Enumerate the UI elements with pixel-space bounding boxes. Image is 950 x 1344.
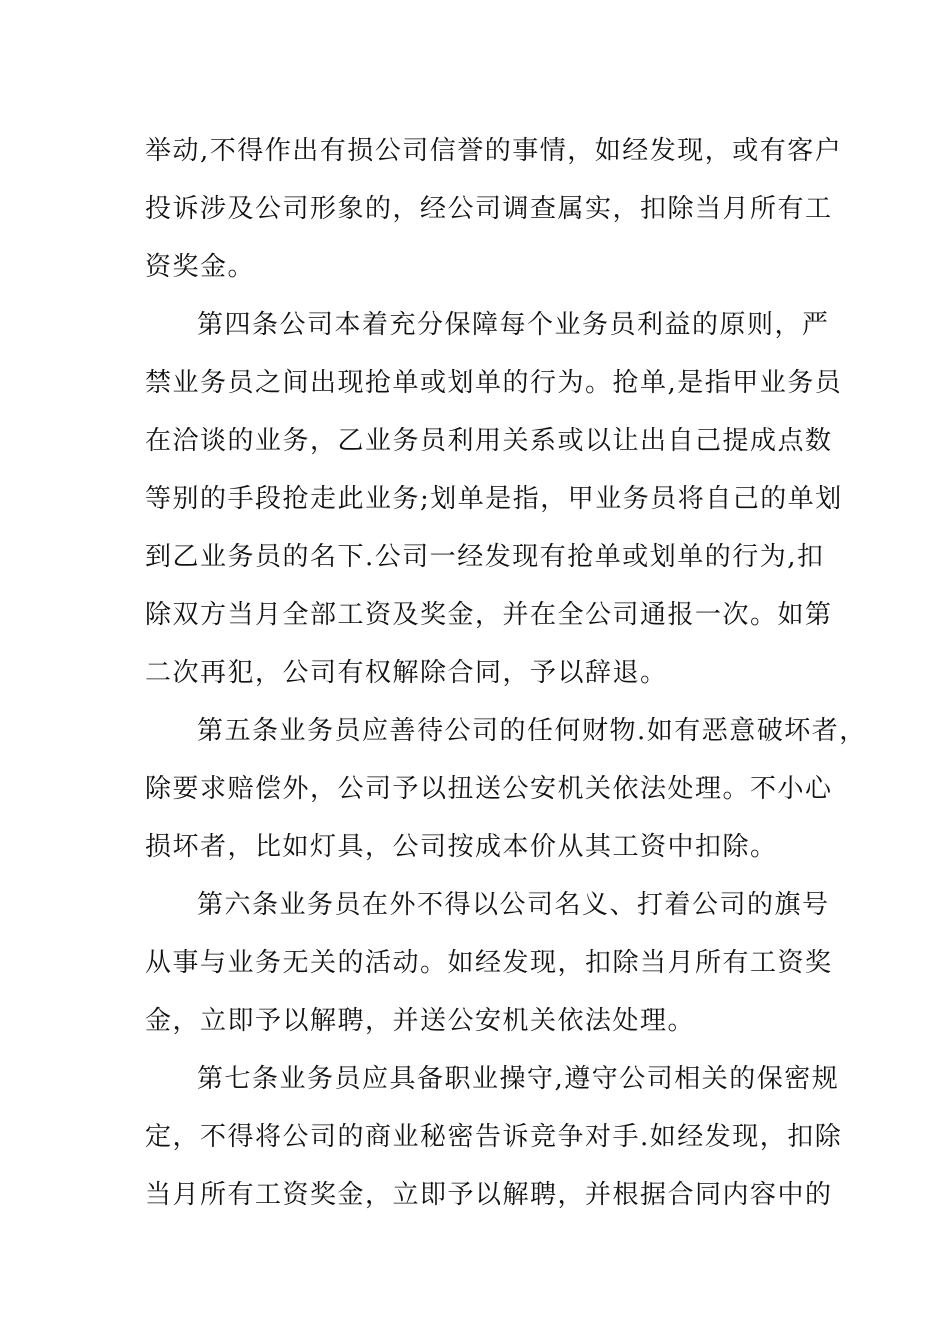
paragraph-start-article-7: 第七条业务员应具备职业操守,遵守公司相关的保密规 <box>197 1064 840 1094</box>
text-line: 从事与业务无关的活动。如经发现，扣除当月所有工资奖 <box>145 948 833 978</box>
text-line: 禁业务员之间出现抢单或划单的行为。抢单,是指甲业务员 <box>145 368 843 398</box>
paragraph-start-article-5: 第五条业务员应善待公司的任何财物.如有恶意破坏者， <box>197 716 867 746</box>
text-line: 除双方当月全部工资及奖金，并在全公司通报一次。如第 <box>145 600 833 630</box>
text-line: 在洽谈的业务，乙业务员利用关系或以让出自己提成点数 <box>145 426 833 456</box>
paragraph-start-article-6: 第六条业务员在外不得以公司名义、打着公司的旗号 <box>197 890 830 920</box>
text-line: 投诉涉及公司形象的，经公司调查属实，扣除当月所有工 <box>145 194 833 224</box>
text-line: 除要求赔偿外，公司予以扭送公安机关依法处理。不小心 <box>145 774 833 804</box>
text-line: 举动,不得作出有损公司信誉的事情，如经发现，或有客户 <box>145 136 843 166</box>
text-line: 二次再犯，公司有权解除合同，予以辞退。 <box>145 658 668 688</box>
text-line: 定，不得将公司的商业秘密告诉竞争对手.如经发现，扣除 <box>145 1122 843 1152</box>
text-line: 金，立即予以解聘，并送公安机关依法处理。 <box>145 1006 696 1036</box>
document-body <box>145 122 867 1224</box>
text-line: 等别的手段抢走此业务;划单是指，甲业务员将自己的单划 <box>145 484 843 514</box>
paragraph-start-article-4: 第四条公司本着充分保障每个业务员利益的原则，严 <box>197 310 830 340</box>
text-line: 资奖金。 <box>145 252 256 282</box>
text-line: 到乙业务员的名下.公司一经发现有抢单或划单的行为,扣 <box>145 542 825 572</box>
text-line: 当月所有工资奖金，立即予以解聘，并根据合同内容中的 <box>145 1180 833 1210</box>
text-line: 损坏者，比如灯具，公司按成本价从其工资中扣除。 <box>145 832 778 862</box>
